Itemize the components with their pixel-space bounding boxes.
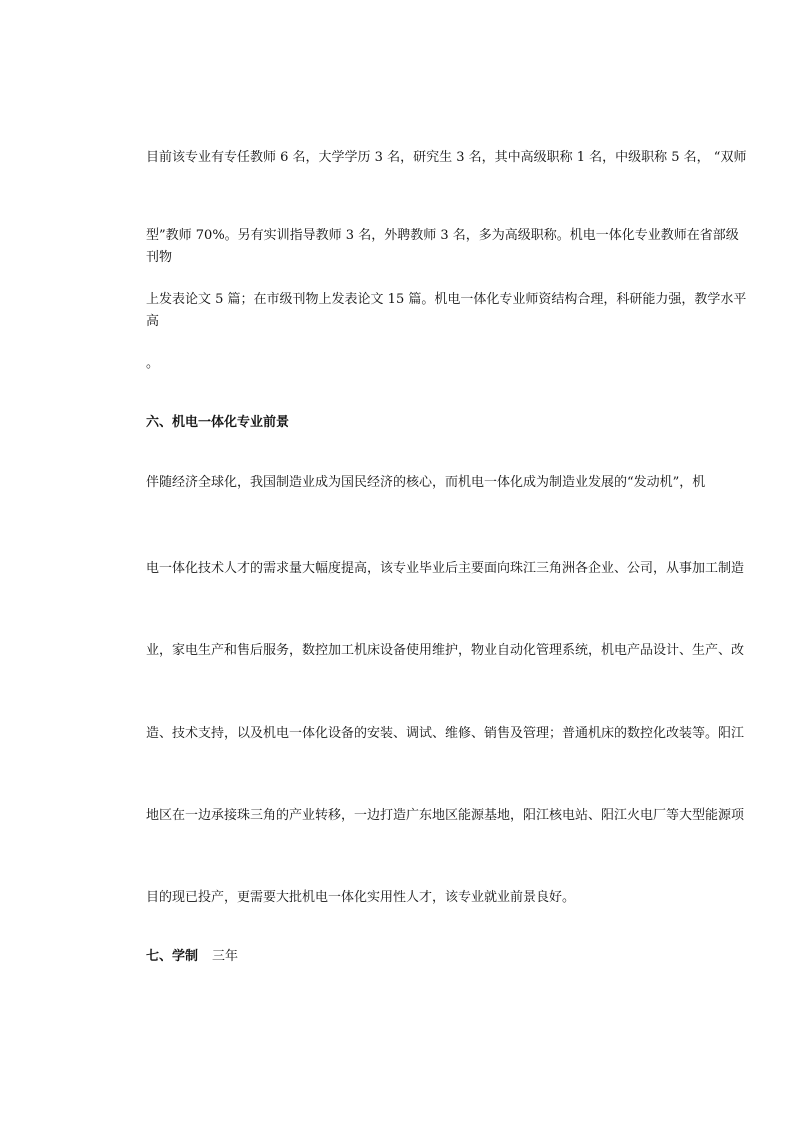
duration-value: 三年 — [212, 949, 239, 964]
paragraph-faculty-1: 目前该专业有专任教师 6 名，大学学历 3 名，研究生 3 名，其中高级职称 1 名，中级职称 5 名， “双师 — [146, 150, 747, 165]
section-heading-prospects: 六、机电一体化专业前景 — [146, 415, 290, 430]
paragraph-prospects-4: 造、技术支持，以及机电一体化设备的安装、调试、维修、销售及管理；普通机床的数控化改装等。阳江 — [146, 726, 745, 741]
paragraph-faculty-2: 型”教师 70%。另有实训指导教师 3 名，外聘教师 3 名，多为高级职称。机电一体化专业教师在省部级刊物 — [146, 228, 739, 265]
paragraph-prospects-6: 目的现已投产，更需要大批机电一体化实用性人才，该专业就业前景良好。 — [146, 890, 576, 905]
paragraph-faculty-4: 。 — [146, 356, 160, 371]
paragraph-faculty-3: 上发表论文 5 篇；在市级刊物上发表论文 15 篇。机电一体化专业师资结构合理，科研能力强，教学水平高 — [146, 292, 747, 329]
paragraph-prospects-5: 地区在一边承接珠三角的产业转移，一边打造广东地区能源基地，阳江核电站、阳江火电厂等大型能源项 — [146, 808, 745, 823]
paragraph-prospects-1: 伴随经济全球化，我国制造业成为国民经济的核心，而机电一体化成为制造业发展的“发动机”，机 — [146, 475, 706, 490]
paragraph-prospects-2: 电一体化技术人才的需求量大幅度提高，该专业毕业后主要面向珠江三角洲各企业、公司，从事加工制造 — [146, 561, 745, 576]
paragraph-prospects-3: 业，家电生产和售后服务，数控加工机床设备使用维护，物业自动化管理系统，机电产品设计、生产、改 — [146, 643, 745, 658]
section-heading-duration — [146, 947, 238, 967]
section-heading-duration-label: 七、学制 — [146, 949, 199, 964]
